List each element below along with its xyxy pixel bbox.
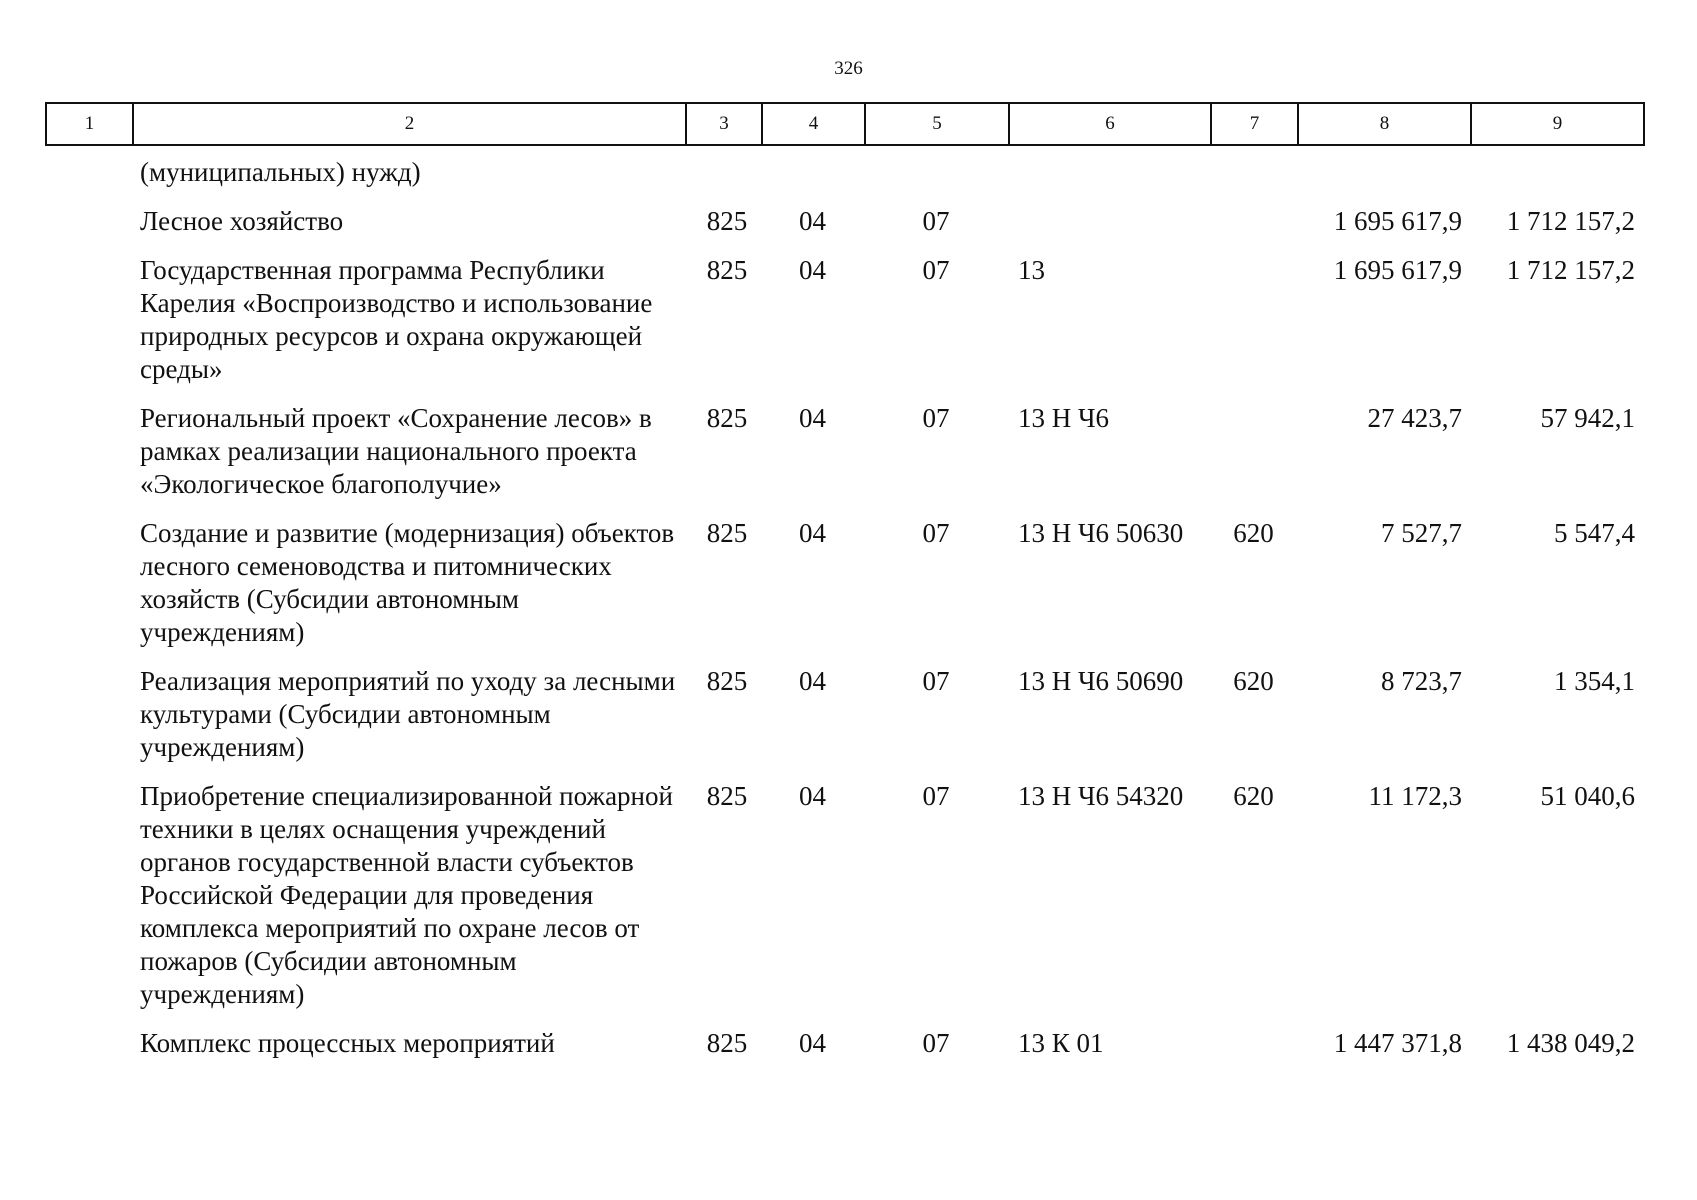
row-subsection-code: 07	[922, 666, 950, 696]
row-section-code: 04	[799, 1028, 826, 1058]
table-row	[45, 780, 1648, 1011]
header-cell-5: 5	[865, 103, 1009, 145]
row-description: Комплекс процессных мероприятий	[140, 1028, 555, 1058]
page-number: 326	[834, 58, 863, 79]
row-section-code: 04	[799, 781, 826, 811]
row-expense-type: 620	[1233, 781, 1274, 811]
row-section-code: 04	[799, 206, 826, 236]
row-subsection-code: 07	[922, 781, 950, 811]
table-row	[45, 665, 1648, 764]
row-amount-col8: 11 172,3	[1368, 781, 1462, 811]
row-target-article: 13 К 01	[1018, 1028, 1104, 1058]
row-section-code: 04	[799, 518, 826, 548]
row-amount-col9: 51 040,6	[1540, 781, 1635, 811]
row-amount-col9: 1 354,1	[1554, 666, 1635, 696]
row-description: Реализация мероприятий по уходу за лесными культурами (Субсидии автономным учреждениям)	[140, 666, 676, 762]
row-subsection-code: 07	[922, 255, 950, 285]
row-description: Лесное хозяйство	[140, 206, 344, 236]
row-amount-col9: 1 438 049,2	[1506, 1028, 1635, 1058]
table-row	[45, 205, 1648, 238]
header-cell-2: 2	[133, 103, 686, 145]
row-subsection-code: 07	[922, 206, 950, 236]
row-ministry-code: 825	[706, 518, 748, 548]
row-description: Государственная программа Республики Карелия «Воспроизводство и использование природных ресурсов и охрана окружающей среды»	[140, 255, 653, 384]
header-cell-3: 3	[686, 103, 762, 145]
row-ministry-code: 825	[706, 1028, 748, 1058]
row-target-article: 13 Н Ч6	[1018, 403, 1110, 433]
row-amount-col9: 57 942,1	[1540, 403, 1635, 433]
row-amount-col9: 1 712 157,2	[1506, 206, 1635, 236]
header-cell-8: 8	[1298, 103, 1471, 145]
header-cell-7: 7	[1211, 103, 1298, 145]
row-section-code: 04	[799, 255, 826, 285]
row-target-article: 13 Н Ч6 50630	[1018, 518, 1184, 548]
row-amount-col8: 27 423,7	[1367, 403, 1462, 433]
row-description: (муниципальных) нужд)	[140, 157, 421, 187]
row-description: Создание и развитие (модернизация) объектов лесного семеноводства и питомнических хозяйств (Субсидии автономным учреждениям)	[140, 518, 675, 647]
row-ministry-code: 825	[706, 666, 748, 696]
row-description: Приобретение специализированной пожарной техники в целях оснащения учреждений органов государственной власти субъектов Российской Федерации для проведения комплекса мероприятий по охране лесов от пожаров (Субсидии автономным учреждениям)	[140, 781, 673, 1009]
row-ministry-code: 825	[706, 403, 748, 433]
header-row	[46, 103, 1644, 145]
row-ministry-code: 825	[706, 255, 748, 285]
row-ministry-code: 825	[706, 206, 748, 236]
header-cell-6: 6	[1009, 103, 1211, 145]
budget-table-body	[45, 156, 1648, 1076]
row-amount-col9: 1 712 157,2	[1506, 255, 1635, 285]
row-expense-type: 620	[1233, 666, 1274, 696]
table-row	[45, 254, 1648, 386]
row-target-article: 13 Н Ч6 54320	[1018, 781, 1184, 811]
row-amount-col8: 8 723,7	[1381, 666, 1462, 696]
table-row	[45, 517, 1648, 649]
header-cell-1: 1	[46, 103, 133, 145]
row-subsection-code: 07	[922, 518, 950, 548]
row-section-code: 04	[799, 403, 826, 433]
row-section-code: 04	[799, 666, 826, 696]
row-description: Региональный проект «Сохранение лесов» в рамках реализации национального проекта «Экологическое благополучие»	[140, 403, 652, 499]
row-subsection-code: 07	[922, 1028, 950, 1058]
row-amount-col8: 1 695 617,9	[1333, 255, 1462, 285]
row-amount-col9: 5 547,4	[1554, 518, 1635, 548]
row-target-article: 13 Н Ч6 50690	[1018, 666, 1184, 696]
header-cell-9: 9	[1471, 103, 1644, 145]
row-amount-col8: 1 447 371,8	[1333, 1028, 1462, 1058]
row-target-article: 13	[1018, 255, 1045, 285]
table-row	[45, 1027, 1648, 1060]
row-subsection-code: 07	[922, 403, 950, 433]
column-number-header	[45, 102, 1645, 146]
table-row	[45, 402, 1648, 501]
row-amount-col8: 1 695 617,9	[1333, 206, 1462, 236]
row-expense-type: 620	[1233, 518, 1274, 548]
table-row	[45, 156, 1648, 189]
header-cell-4: 4	[762, 103, 865, 145]
row-ministry-code: 825	[706, 781, 748, 811]
row-amount-col8: 7 527,7	[1381, 518, 1462, 548]
